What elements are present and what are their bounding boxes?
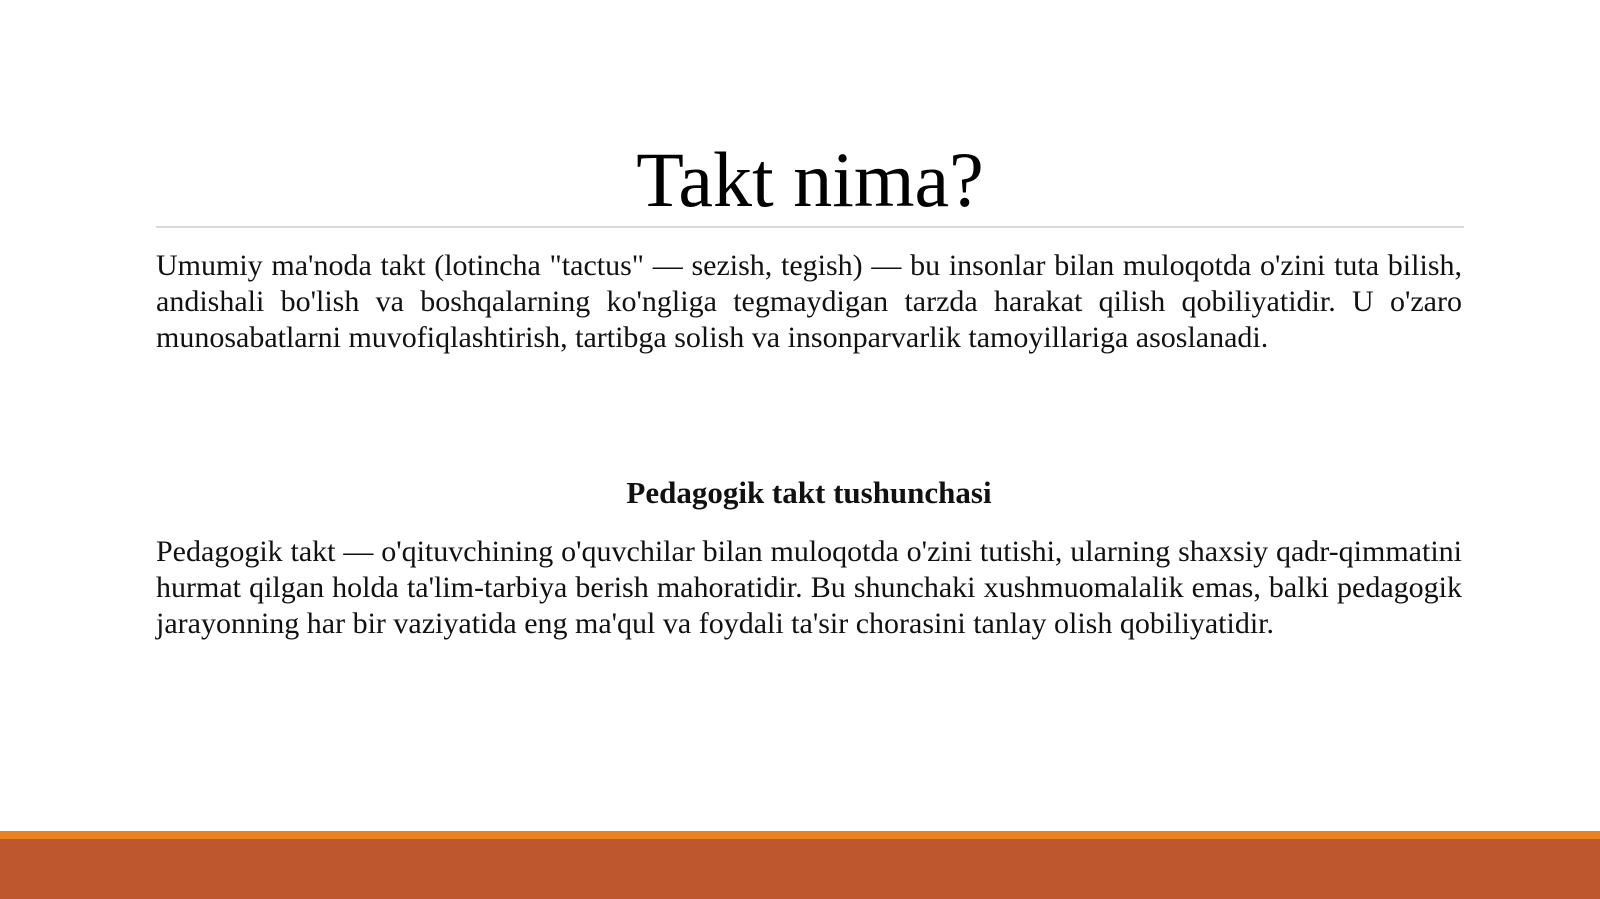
section-subheading: Pedagogik takt tushunchasi <box>626 475 992 510</box>
title-divider <box>156 226 1464 228</box>
footer-band <box>0 839 1600 899</box>
pedagogical-tact-paragraph: Pedagogik takt — o'qituvchining o'quvchilar bilan muloqotda o'zini tutishi, ularning shaxsiy qadr-qimmatini hurmat qilgan holda ta'lim-tarbiya berish mahoratidir. Bu shunchaki xushmuomalalik emas, balki pedagogik jarayonning har bir vaziyatida eng ma'qul va foydali ta'sir chorasini tanlay olish qobiliyatidir. <box>156 535 1462 640</box>
footer-accent-stripe <box>0 831 1600 839</box>
slide-title: Takt nima? <box>636 136 984 223</box>
definition-paragraph: Umumiy ma'noda takt (lotincha "tactus" — sezish, tegish) — bu insonlar bilan muloqotda o'zini tuta bilish, andishali bo'lish va boshqalarning ko'ngliga tegmaydigan tarzda harakat qilish qobiliyatidir. U o'zaro munosabatlarni muvofiqlashtirish, tartibga solish va insonparvarlik tamoyillariga asoslanadi. <box>156 249 1462 354</box>
